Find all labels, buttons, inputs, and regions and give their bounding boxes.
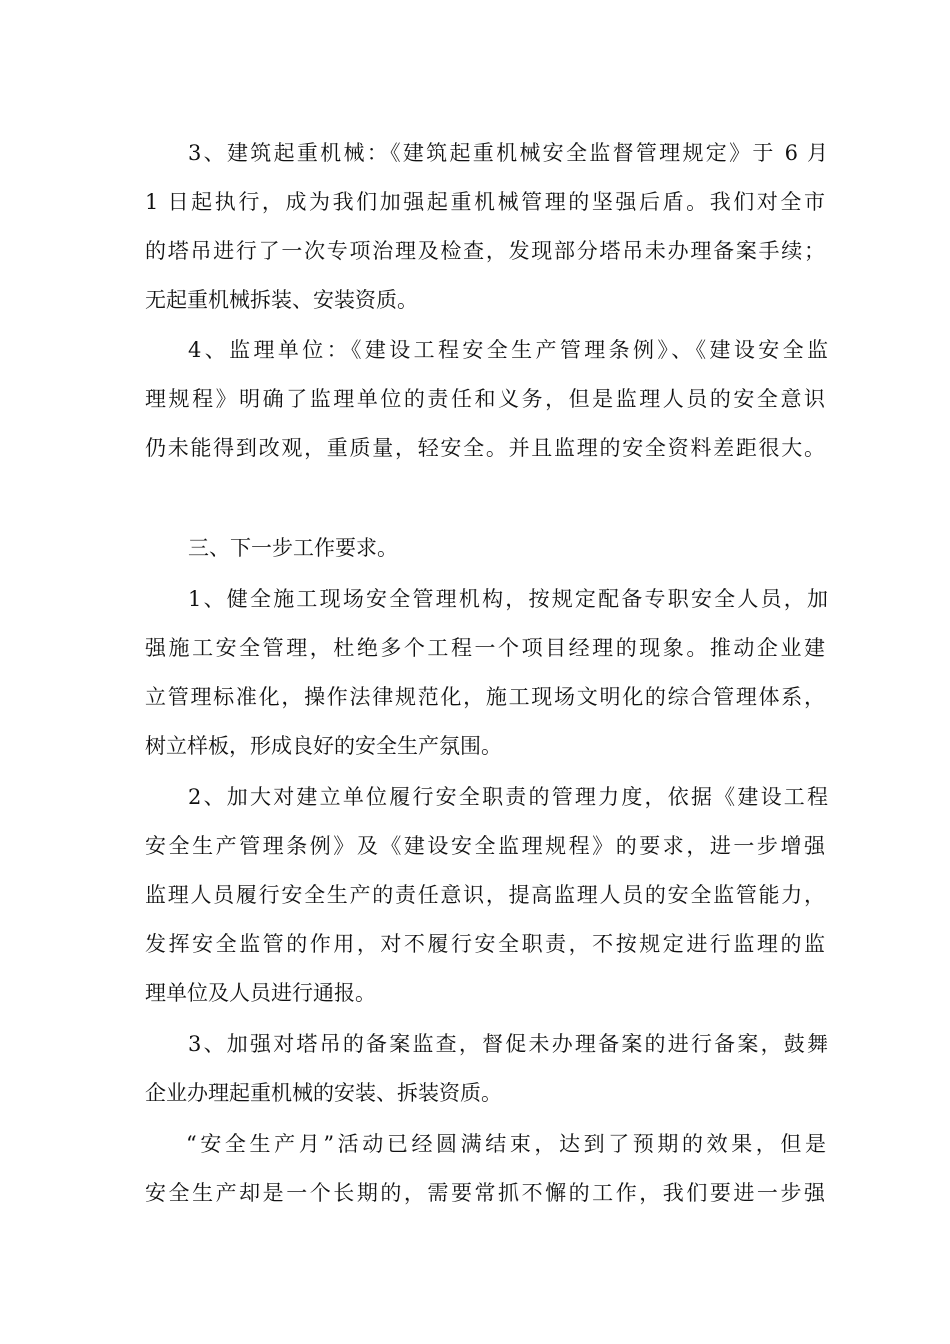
- paragraph-line: 理单位及人员进行通报。: [145, 981, 376, 1005]
- paragraph-line: 1 日起执行，成为我们加强起重机械管理的坚强后盾。我们对全市: [145, 190, 825, 214]
- paragraph-line: 1、健全施工现场安全管理机构，按规定配备专职安全人员，加: [188, 587, 828, 611]
- paragraph-line: 2、加大对建立单位履行安全职责的管理力度，依据《建设工程: [188, 785, 828, 809]
- paragraph-line: 企业办理起重机械的安装、拆装资质。: [145, 1081, 502, 1105]
- section-heading: 三、下一步工作要求。: [188, 536, 398, 560]
- paragraph-line: 3、建筑起重机械：《建筑起重机械安全监督管理规定》于 6 月: [188, 141, 828, 165]
- paragraph-line: 立管理标准化，操作法律规范化，施工现场文明化的综合管理体系，: [145, 685, 825, 709]
- paragraph-line: 树立样板，形成良好的安全生产氛围。: [145, 734, 502, 758]
- paragraph-line: “安全生产月”活动已经圆满结束，达到了预期的效果，但是: [186, 1132, 826, 1156]
- paragraph-line: 无起重机械拆装、安装资质。: [145, 288, 418, 312]
- paragraph-line: 安全生产管理条例》及《建设安全监理规程》的要求，进一步增强: [145, 834, 825, 858]
- paragraph-line: 理规程》明确了监理单位的责任和义务，但是监理人员的安全意识: [145, 387, 825, 411]
- paragraph-line: 3、加强对塔吊的备案监查，督促未办理备案的进行备案，鼓舞: [188, 1032, 828, 1056]
- paragraph-line: 的塔吊进行了一次专项治理及检查，发现部分塔吊未办理备案手续；: [145, 239, 825, 263]
- paragraph-line: 强施工安全管理，杜绝多个工程一个项目经理的现象。推动企业建: [145, 636, 825, 660]
- paragraph-line: 仍未能得到改观，重质量，轻安全。并且监理的安全资料差距很大。: [145, 436, 825, 460]
- paragraph-line: 发挥安全监管的作用，对不履行安全职责，不按规定进行监理的监: [145, 932, 825, 956]
- paragraph-line: 监理人员履行安全生产的责任意识，提高监理人员的安全监管能力，: [145, 883, 825, 907]
- paragraph-line: 4、监理单位：《建设工程安全生产管理条例》、《建设安全监: [188, 338, 828, 362]
- paragraph-line: 安全生产却是一个长期的，需要常抓不懈的工作，我们要进一步强: [145, 1181, 825, 1205]
